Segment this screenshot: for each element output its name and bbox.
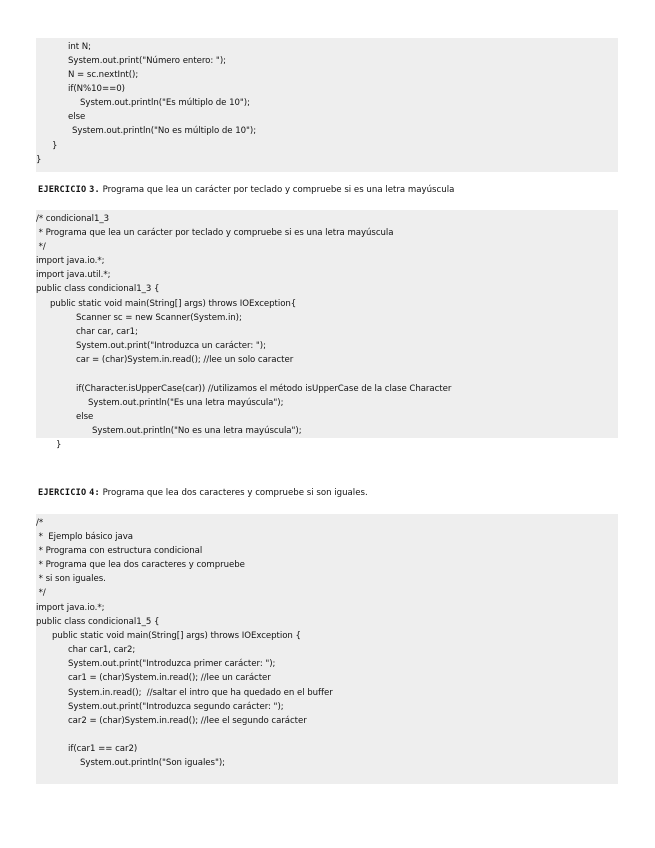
code-line: if(N%10==0): [68, 84, 125, 94]
code-line: /*: [36, 518, 44, 528]
code-line: public class condicional1_3 {: [36, 284, 160, 294]
code-line: }: [36, 155, 42, 165]
exercise-number: 4:: [89, 488, 100, 498]
code-line: char car1, car2;: [68, 645, 136, 655]
code-line: car = (char)System.in.read(); //lee un solo caracter: [76, 355, 294, 365]
code-line: System.out.println("Es múltiplo de 10");: [80, 98, 250, 108]
exercise-4-heading: [38, 488, 368, 499]
code-line: * Ejemplo básico java: [36, 532, 133, 542]
code-line: else: [76, 412, 94, 422]
code-line: import java.io.*;: [36, 603, 105, 613]
code-line: * Programa que lea un carácter por teclado y compruebe si es una letra mayúscula: [36, 228, 394, 238]
exercise-label: EJERCICIO: [38, 185, 87, 195]
exercise-label: EJERCICIO: [38, 488, 87, 498]
code-line: System.out.print("Introduzca un carácter: ");: [76, 341, 266, 351]
code-line: System.out.print("Introduzca primer carácter: ");: [68, 659, 276, 669]
code-block-2: [36, 210, 618, 450]
code-line: N = sc.nextInt();: [68, 70, 139, 80]
code-line: */: [36, 588, 46, 598]
code-line: else: [68, 112, 86, 122]
exercise-description: Programa que lea dos caracteres y compruebe si son iguales.: [99, 488, 368, 498]
exercise-number: 3.: [89, 185, 100, 195]
code-line: if(Character.isUpperCase(car)) //utilizamos el método isUpperCase de la clase Character: [76, 384, 452, 394]
code-line: System.out.println("Es una letra mayúscula");: [88, 398, 284, 408]
code-line: * Programa con estructura condicional: [36, 546, 203, 556]
code-line: System.out.println("No es múltiplo de 10");: [72, 126, 257, 136]
code-line: * Programa que lea dos caracteres y compruebe: [36, 560, 245, 570]
code-line: System.out.println("No es una letra mayúscula");: [92, 426, 302, 436]
code-line: }: [52, 141, 58, 151]
code-line: * si son iguales.: [36, 574, 106, 584]
code-line: public static void main(String[] args) throws IOException {: [52, 631, 301, 641]
code-line: import java.io.*;: [36, 256, 105, 266]
code-line: System.out.print("Introduzca segundo carácter: ");: [68, 702, 284, 712]
code-line: car1 = (char)System.in.read(); //lee un carácter: [68, 673, 271, 683]
code-block-1: [36, 38, 618, 172]
exercise-description: Programa que lea un carácter por teclado y compruebe si es una letra mayúscula: [99, 185, 455, 195]
exercise-3-heading: [38, 185, 454, 196]
code-line: import java.util.*;: [36, 270, 111, 280]
code-line: System.out.print("Número entero: ");: [68, 56, 226, 66]
code-line: car2 = (char)System.in.read(); //lee el segundo carácter: [68, 716, 307, 726]
code-block-3: [36, 514, 618, 784]
code-line: if(car1 == car2): [68, 744, 138, 754]
code-line: */: [36, 242, 46, 252]
code-line: Scanner sc = new Scanner(System.in);: [76, 313, 242, 323]
code-line: }: [56, 440, 62, 450]
code-line: public class condicional1_5 {: [36, 617, 160, 627]
code-line: /* condicional1_3: [36, 214, 110, 224]
code-line: System.out.println("Son iguales");: [80, 758, 226, 768]
code-line: public static void main(String[] args) throws IOException{: [50, 299, 297, 309]
code-line: System.in.read(); //saltar el intro que ha quedado en el buffer: [68, 688, 333, 698]
code-line: int N;: [68, 42, 91, 52]
code-line: char car, car1;: [76, 327, 138, 337]
